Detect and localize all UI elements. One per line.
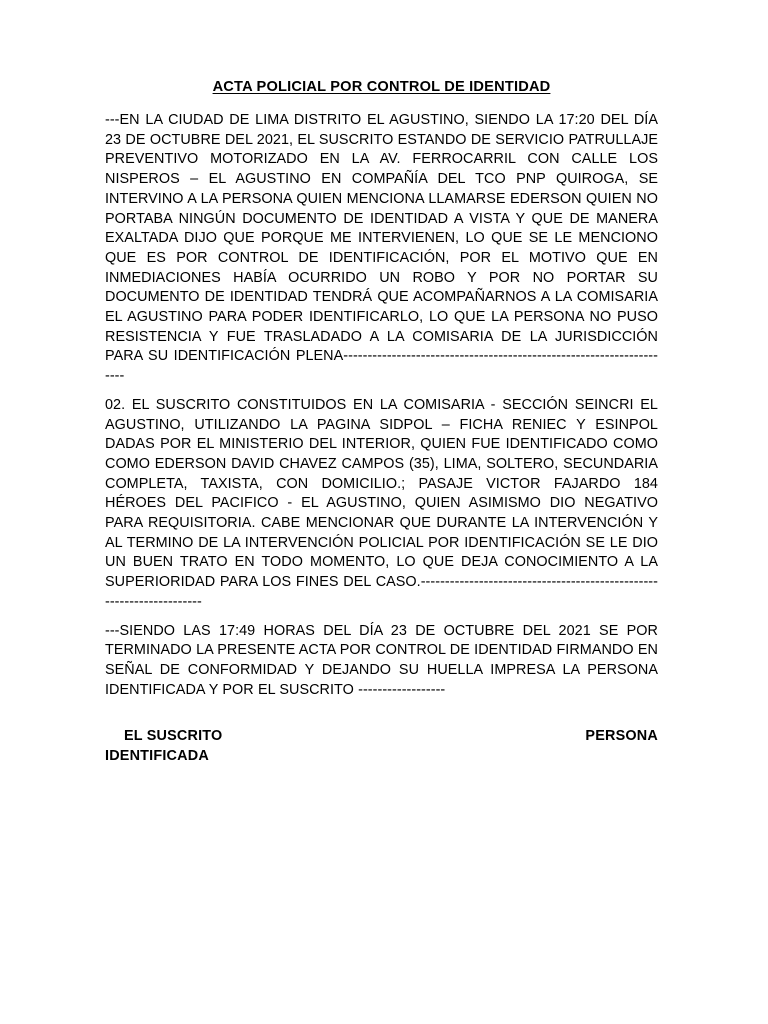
paragraph-2: 02. EL SUSCRITO CONSTITUIDOS EN LA COMISARIA - SECCIÓN SEINCRI EL AGUSTINO, UTILIZANDO LA PAGINA SIDPOL – FICHA RENIEC Y ESINPOL DADAS POR EL MINISTERIO DEL INTERIOR, QUIEN FUE IDENTIFICADO COMO COMO EDERSON DAVID CHAVEZ CAMPOS (35), LIMA, SOLTERO, SECUNDARIA COMPLETA, TAXISTA, CON DOMICILIO.; PASAJE VICTOR FAJARDO 184 HÉROES DEL PACIFICO - EL AGUSTINO, QUIEN ASIMISMO DIO NEGATIVO PARA REQUISITORIA. CABE MENCIONAR QUE DURANTE LA INTERVENCIÓN Y AL TERMINO DE LA INTERVENCIÓN POLICIAL POR IDENTIFICACIÓN SE LE DIO UN BUEN TRATO EN TODO MOMENTO, LO QUE DEJA CONOCIMIENTO A LA SUPERIORIDAD PARA LOS FINES DEL CASO.--------------------------------------------------------------------- [105, 396, 658, 610]
document-body [105, 78, 658, 700]
page-title [105, 78, 658, 97]
paragraph-3: ---SIENDO LAS 17:49 HORAS DEL DÍA 23 DE OCTUBRE DEL 2021 SE POR TERMINADO LA PRESENTE ACTA POR CONTROL DE IDENTIDAD FIRMANDO EN SEÑAL DE CONFORMIDAD Y DEJANDO SU HUELLA IMPRESA LA PERSONA IDENTIFICADA Y POR EL SUSCRITO ------------------ [105, 622, 658, 698]
signature-row [105, 727, 658, 747]
paragraph-1: ---EN LA CIUDAD DE LIMA DISTRITO EL AGUSTINO, SIENDO LA 17:20 DEL DÍA 23 DE OCTUBRE DEL 2021, EL SUSCRITO ESTANDO DE SERVICIO PATRULLAJE PREVENTIVO MOTORIZADO EN LA AV. FERROCARRIL CON CALLE LOS NISPEROS – EL AGUSTINO EN COMPAÑÍA DEL TCO PNP QUIROGA, SE INTERVINO A LA PERSONA QUIEN MENCIONA LLAMARSE EDERSON QUIEN NO PORTABA NINGÚN DOCUMENTO DE IDENTIDAD A VISTA Y QUE DE MANERA EXALTADA DIJO QUE PORQUE ME INTERVIENEN, LO QUE SE LE MENCIONO QUE ES POR CONTROL DE IDENTIFICACIÓN, POR EL MOTIVO QUE EN INMEDIACIONES HABÍA OCURRIDO UN ROBO Y POR NO PORTAR SU DOCUMENTO DE IDENTIDAD TENDRÁ QUE ACOMPAÑARNOS A LA COMISARIA EL AGUSTINO PARA PODER IDENTIFICARLO, LO QUE LA PERSONA NO PUSO RESISTENCIA Y FUE TRASLADADO A LA COMISARIA DE LA JURISDICCIÓN PARA SU IDENTIFICACIÓN PLENA--------------------------------------------------------------------- [105, 112, 658, 385]
signature-label-persona: PERSONA [585, 728, 658, 744]
signature-label-identificada: IDENTIFICADA [105, 747, 209, 764]
page-title-text: ACTA POLICIAL POR CONTROL DE IDENTIDAD [212, 79, 551, 95]
signature-block [105, 727, 658, 766]
signature-label-suscrito: EL SUSCRITO [124, 728, 223, 744]
